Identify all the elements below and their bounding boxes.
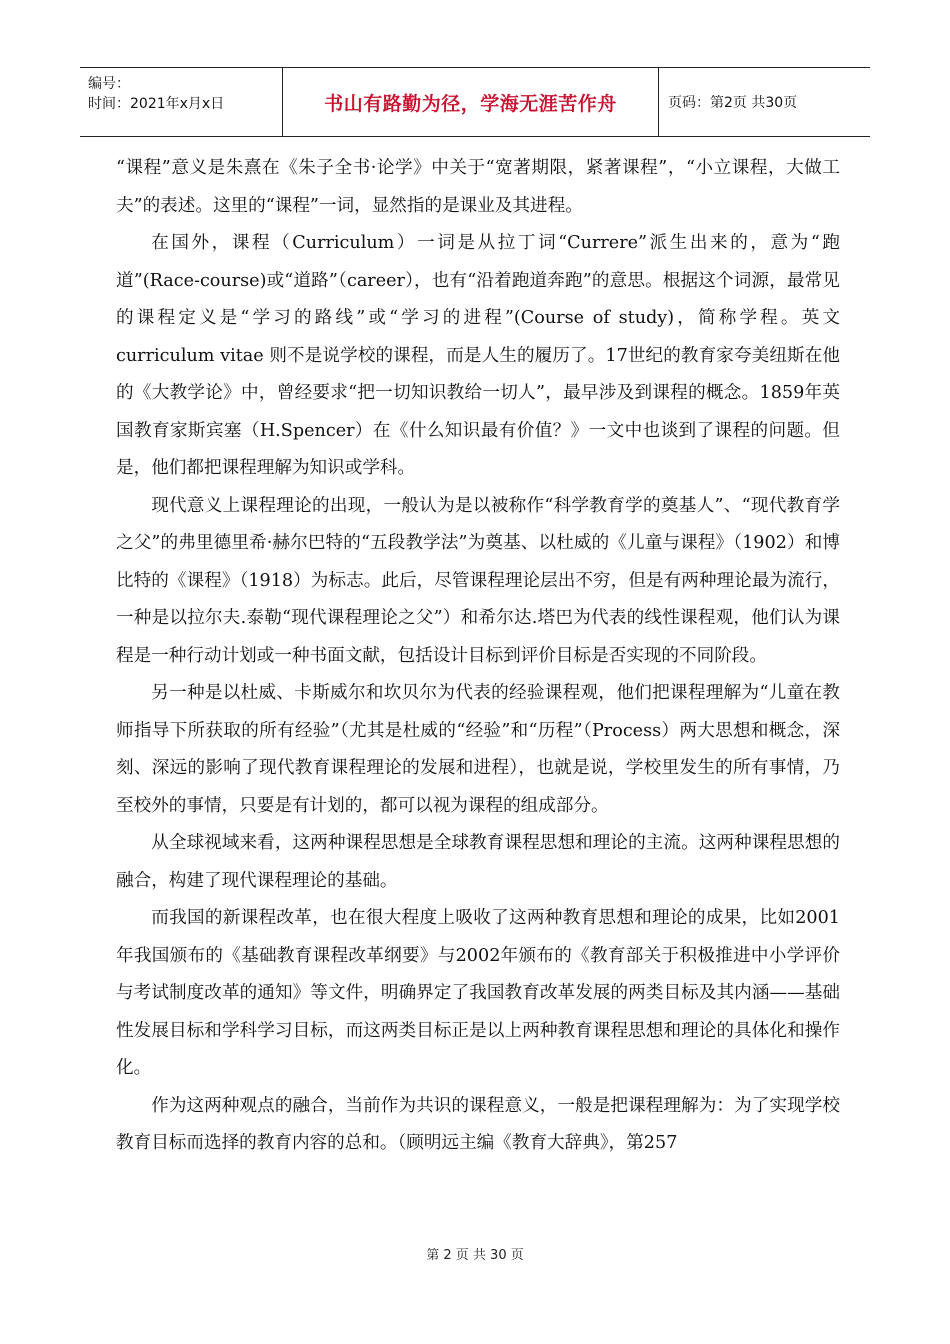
paragraph-4: 另一种是以杜威、卡斯威尔和坎贝尔为代表的经验课程观，他们把课程理解为“儿童在教师指导下所获取的所有经验”（尤其是杜威的“经验”和“历程”（Process）两大思想和概念，深刻、深远的影响了现代教育课程理论的发展和进程），也就是说，学校里发生的所有事情，乃至校外的事情，只要是有计划的，都可以视为课程的组成部分。 [116,683,840,816]
footer-page-number: 第 2 页 共 30 页 [426,1248,524,1263]
paragraph-5: 从全球视域来看，这两种课程思想是全球教育课程思想和理论的主流。这两种课程思想的融合，构建了现代课程理论的基础。 [116,833,840,891]
document-number-label: 编号： [88,76,130,92]
page-code-text: 页码：第2页 共30页 [668,95,798,111]
paragraph-3: 现代意义上课程理论的出现，一般认为是以被称作“科学教育学的奠基人”、“现代教育学之父”的弗里德里希·赫尔巴特的“五段教学法”为奠基、以杜威的《儿童与课程》（1902）和博比特的《课程》（1918）为标志。此后，尽管课程理论层出不穷，但是有两种理论最为流行，一种是以拉尔夫.泰勒“现代课程理论之父”）和希尔达.塔巴为代表的线性课程观，他们认为课程是一种行动计划或一种书面文献，包括设计目标到评价目标是否实现的不同阶段。 [116,495,840,666]
page-header [80,67,870,137]
motto-text: 书山有路勤为径，学海无涯苦作舟 [324,92,617,115]
paragraph-2: 在国外，课程（Curriculum）一词是从拉丁词“Currere”派生出来的，意为“跑道”(Race-course)或“道路”（career），也有“沿着跑道奔跑”的意思。根据这个词源，最常见的课程定义是“学习的路线”或“学习的进程”(Course of study)，简称学程。英文curriculum vitae 则不是说学校的课程，而是人生的履历了。17世纪的教育家夸美纽斯在他的《大教学论》中，曾经要求“把一切知识教给一切人”，最早涉及到课程的概念。1859年英国教育家斯宾塞（H.Spencer）在《什么知识最有价值？》一文中也谈到了课程的问题。但是，他们都把课程理解为知识或学科。 [116,233,840,478]
document-body [116,150,840,1163]
document-time-label: 时间：2021年x月x日 [88,96,225,112]
header-page-code [659,68,870,136]
page-footer [0,1244,950,1263]
paragraph-7: 作为这两种观点的融合，当前作为共识的课程意义，一般是把课程理解为：为了实现学校教育目标而选择的教育内容的总和。（顾明远主编《教育大辞典》，第257 [116,1095,840,1153]
header-motto [283,68,659,136]
header-meta [80,68,283,136]
paragraph-6: 而我国的新课程改革，也在很大程度上吸收了这两种教育思想和理论的成果，比如2001年我国颁布的《基础教育课程改革纲要》与2002年颁布的《教育部关于积极推进中小学评价与考试制度改革的通知》等文件，明确界定了我国教育改革发展的两类目标及其内涵——基础性发展目标和学科学习目标，而这两类目标正是以上两种教育课程思想和理论的具体化和操作化。 [116,908,840,1078]
paragraph-1: “课程”意义是朱熹在《朱子全书·论学》中关于“宽著期限，紧著课程”，“小立课程，大做工夫”的表述。这里的“课程”一词，显然指的是课业及其进程。 [116,158,840,216]
